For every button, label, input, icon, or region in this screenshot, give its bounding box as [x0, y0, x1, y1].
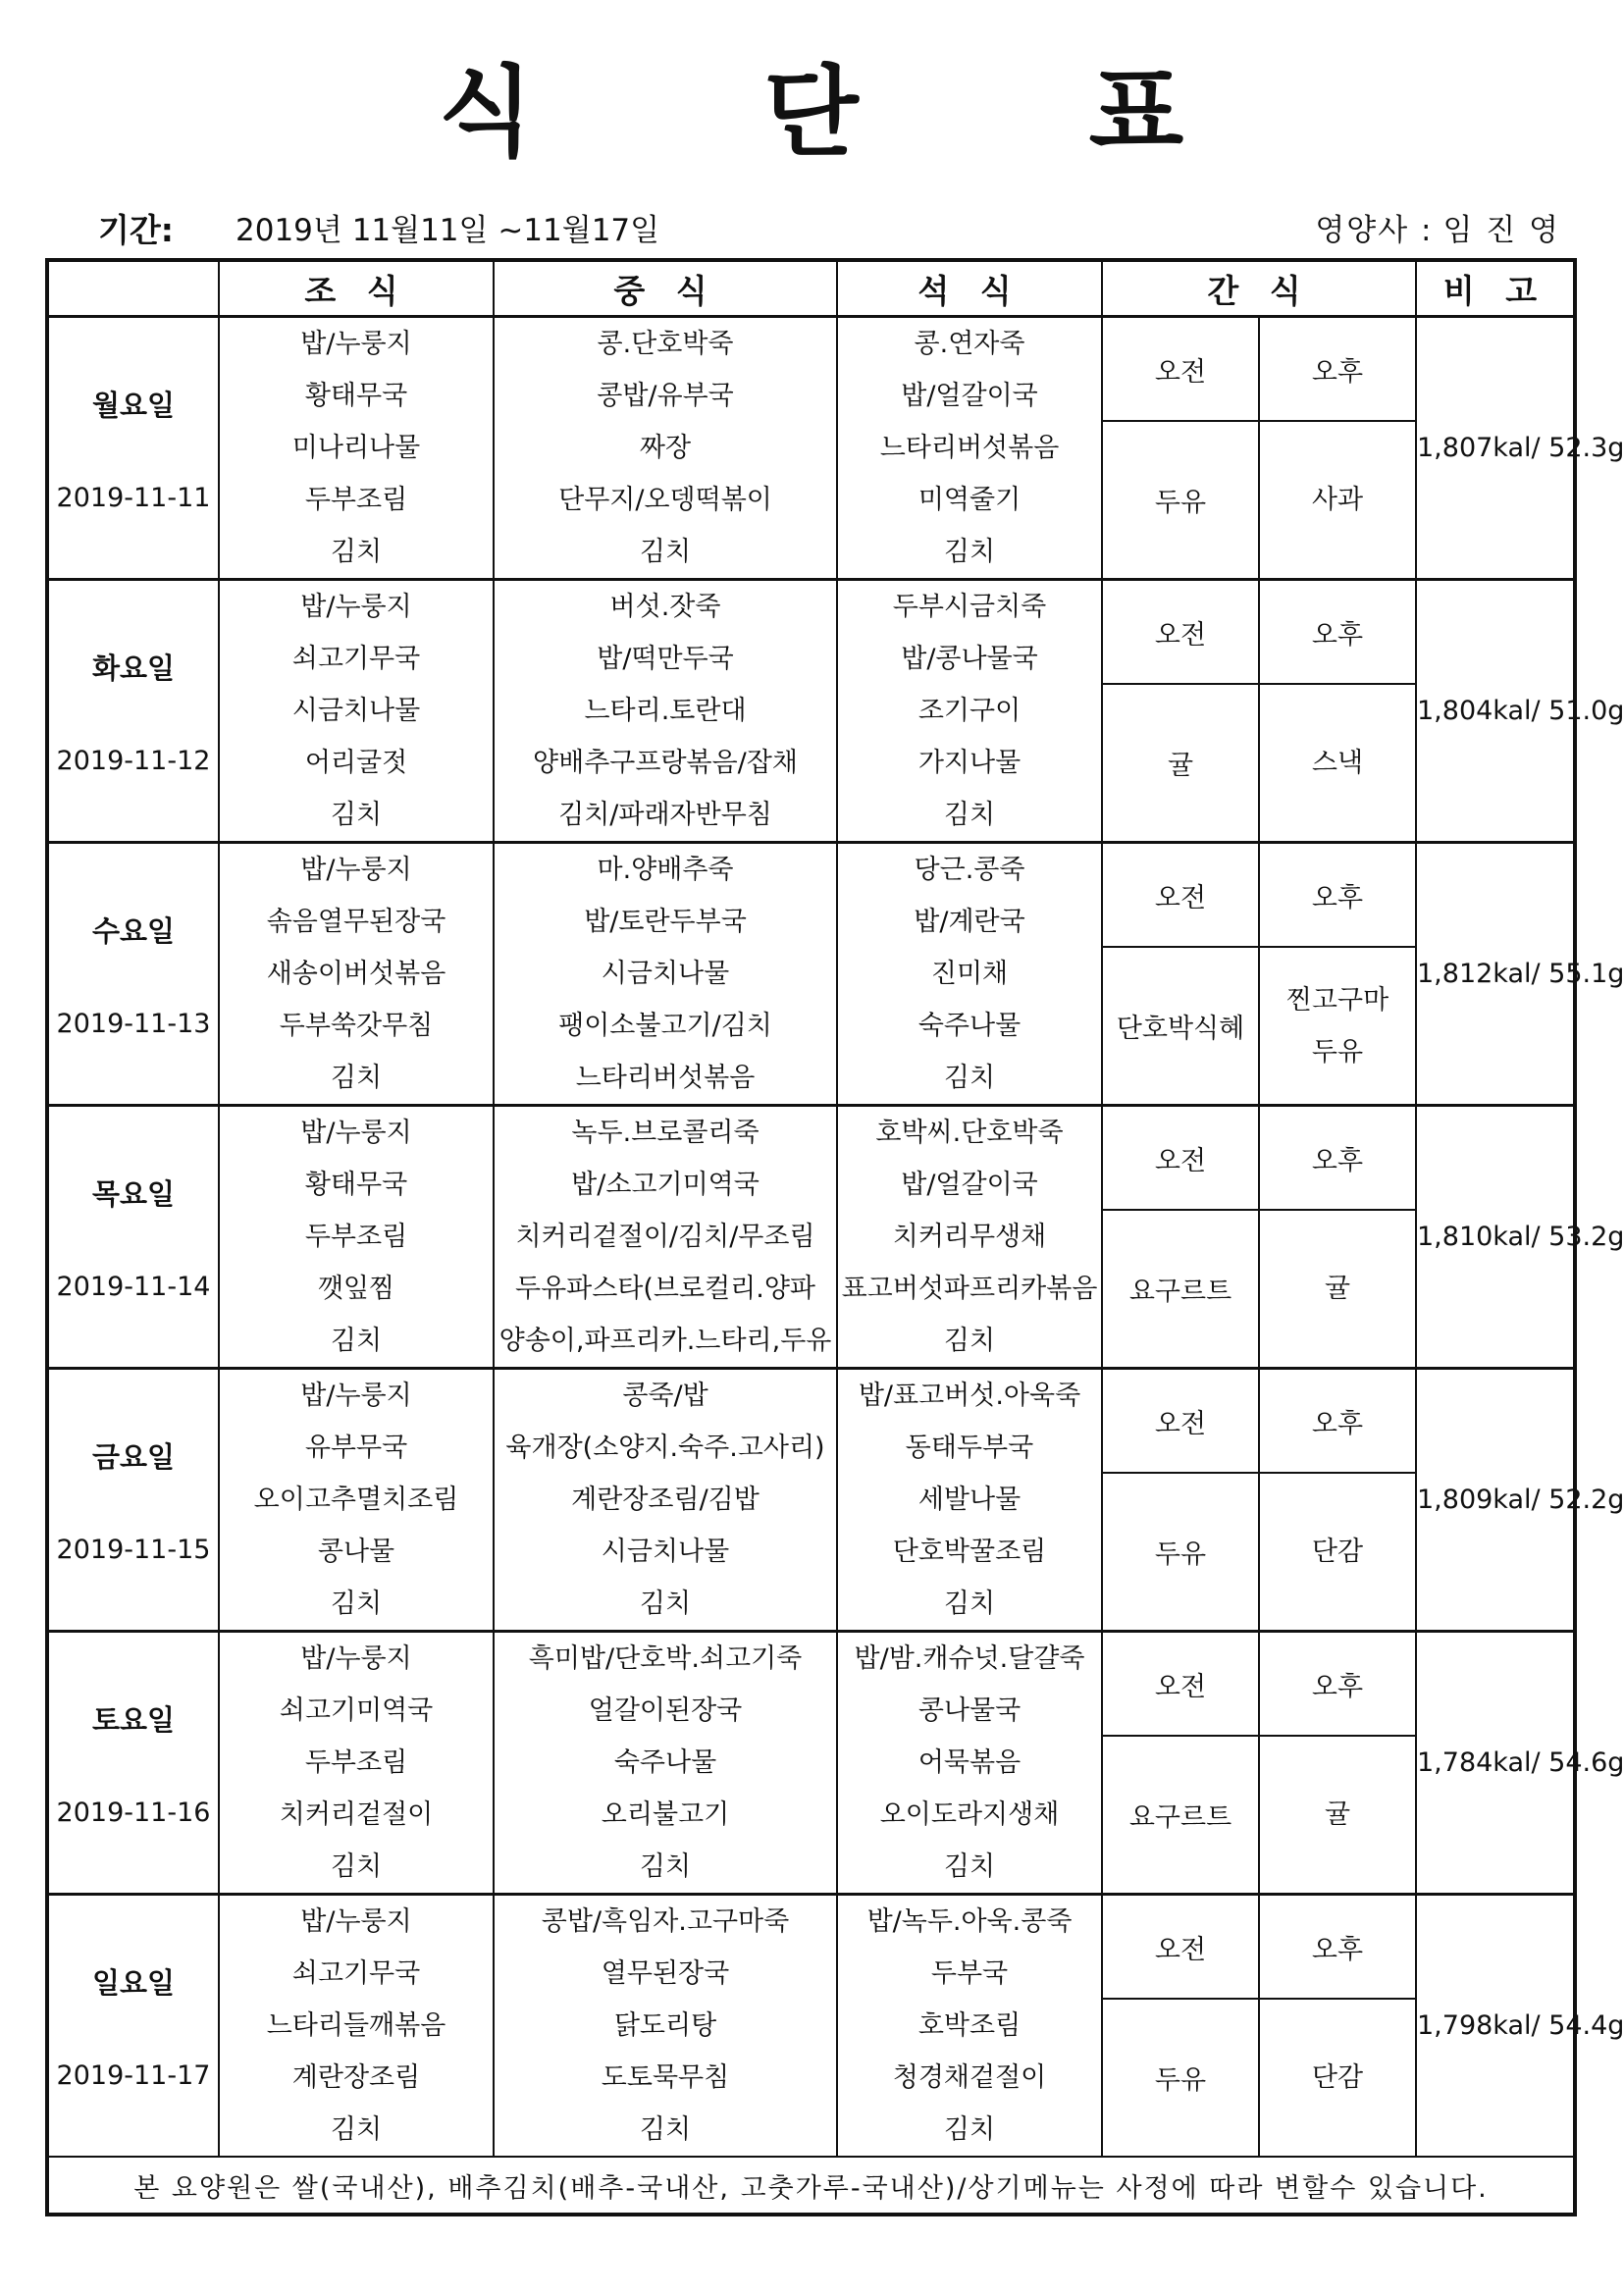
lunch-cell	[494, 1632, 837, 1895]
snack-pm-item: 단감	[1311, 1537, 1364, 1568]
footnote: 본 요양원은 쌀(국내산), 배추김치(배추-국내산, 고춧가루-국내산)/상기메뉴는 사정에 따라 변할수 있습니다.	[47, 2157, 1575, 2215]
dinner-item: 밥/표고버섯.아욱죽	[858, 1381, 1081, 1411]
breakfast-item: 두부조림	[304, 1747, 408, 1778]
dinner-item: 두부시금치죽	[892, 592, 1047, 622]
breakfast-cell	[219, 1369, 494, 1632]
lunch-cell	[494, 843, 837, 1106]
lunch-item: 밥/소고기미역국	[571, 1170, 760, 1200]
day-name: 월요일	[91, 388, 176, 422]
dinner-cell	[837, 580, 1102, 843]
snack-pm-label: 오후	[1259, 1106, 1416, 1211]
breakfast-item: 쇠고기무국	[291, 644, 421, 674]
lunch-item: 닭도리탕	[613, 2010, 717, 2041]
day-row	[47, 1369, 1575, 1474]
snack-pm-cell	[1259, 1473, 1416, 1631]
dinner-item: 김치	[943, 537, 996, 567]
snack-pm-item: 귤	[1324, 1274, 1351, 1305]
dinner-item: 당근.콩죽	[914, 855, 1025, 885]
header-lunch: 중 식	[494, 260, 837, 317]
lunch-item: 양배추구프랑볶음/잡채	[533, 748, 798, 778]
breakfast-item: 쇠고기미역국	[279, 1695, 434, 1726]
breakfast-item: 황태무국	[304, 1170, 408, 1200]
day-name: 수요일	[91, 913, 176, 948]
snack-pm-cell	[1259, 947, 1416, 1105]
lunch-item: 흑미밥/단호박.쇠고기죽	[528, 1643, 803, 1674]
lunch-item: 양송이,파프리카.느타리,두유	[498, 1326, 832, 1356]
dinner-cell	[837, 1895, 1102, 2158]
day-date: 2019-11-12	[56, 745, 211, 776]
snack-am-label: 오전	[1102, 1632, 1259, 1737]
lunch-item: 콩죽/밥	[622, 1381, 708, 1411]
breakfast-item: 김치	[330, 800, 383, 830]
dinner-item: 어묵볶음	[917, 1747, 1022, 1778]
lunch-item: 짜장	[639, 433, 692, 463]
dietitian-name: 임 진 영	[1442, 213, 1560, 248]
snack-pm-item: 찐고구마	[1285, 984, 1389, 1016]
lunch-item: 숙주나물	[613, 1747, 717, 1778]
menu-body	[47, 317, 1624, 2158]
breakfast-item: 유부무국	[304, 1433, 408, 1463]
dinner-item: 세발나물	[917, 1485, 1022, 1515]
breakfast-cell	[219, 317, 494, 580]
dinner-item: 밥/녹두.아욱.콩죽	[866, 1906, 1073, 1937]
dinner-item: 김치	[943, 2114, 996, 2145]
dinner-item: 느타리버섯볶음	[879, 433, 1060, 463]
lunch-item: 팽이소불고기/김치	[558, 1011, 772, 1041]
snack-am-item: 단호박식혜	[1102, 947, 1259, 1105]
lunch-item: 콩밥/유부국	[597, 381, 734, 411]
day-row	[47, 1106, 1575, 1211]
breakfast-item: 밥/누룽지	[300, 1906, 412, 1937]
day-date: 2019-11-13	[56, 1008, 211, 1039]
breakfast-cell	[219, 843, 494, 1106]
lunch-item: 김치/파래자반무침	[558, 800, 772, 830]
lunch-item: 콩.단호박죽	[597, 329, 734, 359]
dinner-item: 숙주나물	[917, 1011, 1022, 1041]
breakfast-item: 두부조림	[304, 485, 408, 515]
snack-pm-label: 오후	[1259, 317, 1416, 422]
breakfast-item: 오이고추멸치조림	[253, 1485, 459, 1515]
lunch-item: 육개장(소양지.숙주.고사리)	[505, 1433, 825, 1463]
dinner-item: 호박씨.단호박죽	[875, 1118, 1064, 1148]
day-date: 2019-11-11	[56, 482, 211, 513]
snack-am-label: 오전	[1102, 1895, 1259, 2000]
snack-am-item: 요구르트	[1102, 1210, 1259, 1368]
breakfast-item: 어리굴젓	[304, 748, 408, 778]
dinner-cell	[837, 843, 1102, 1106]
day-date: 2019-11-17	[56, 2059, 211, 2091]
dinner-item: 청경채겉절이	[892, 2062, 1047, 2093]
snack-pm-label: 오후	[1259, 1632, 1416, 1737]
header-row	[47, 260, 1575, 317]
dinner-item: 김치	[943, 1851, 996, 1882]
breakfast-item: 밥/누룽지	[300, 1381, 412, 1411]
breakfast-item: 밥/누룽지	[300, 329, 412, 359]
lunch-item: 시금치나물	[601, 1537, 730, 1567]
nutrition-note: 1,807kal/ 52.3g	[1416, 317, 1575, 580]
day-cell	[47, 1106, 219, 1369]
lunch-item: 김치	[639, 537, 692, 567]
breakfast-item: 느타리들깨볶음	[266, 2010, 446, 2041]
dinner-item: 조기구이	[917, 696, 1022, 726]
snack-pm-item-2: 두유	[1311, 1036, 1364, 1068]
day-cell	[47, 1369, 219, 1632]
dietitian	[1305, 206, 1560, 255]
breakfast-item: 두부조림	[304, 1222, 408, 1252]
lunch-item: 열무된장국	[601, 1958, 730, 1989]
breakfast-item: 솎음열무된장국	[266, 907, 446, 937]
day-cell	[47, 843, 219, 1106]
nutrition-note: 1,798kal/ 54.4g	[1416, 1895, 1575, 2158]
breakfast-item: 김치	[330, 1589, 383, 1619]
day-cell	[47, 580, 219, 843]
dinner-item: 치커리무생채	[892, 1222, 1047, 1252]
lunch-item: 콩밥/흑임자.고구마죽	[541, 1906, 790, 1937]
dinner-item: 콩나물국	[917, 1695, 1022, 1726]
lunch-item: 단무지/오뎅떡볶이	[558, 485, 772, 515]
header-breakfast: 조 식	[219, 260, 494, 317]
dinner-item: 김치	[943, 800, 996, 830]
breakfast-item: 밥/누룽지	[300, 592, 412, 622]
nutrition-note: 1,810kal/ 53.2g	[1416, 1106, 1575, 1369]
dinner-item: 밥/얼갈이국	[901, 1170, 1038, 1200]
breakfast-item: 깻잎찜	[317, 1274, 395, 1304]
lunch-item: 김치	[639, 2114, 692, 2145]
snack-am-item: 두유	[1102, 1999, 1259, 2157]
day-cell	[47, 1895, 219, 2158]
lunch-item: 계란장조림/김밥	[571, 1485, 760, 1515]
lunch-item: 밥/떡만두국	[597, 644, 734, 674]
snack-am-label: 오전	[1102, 1106, 1259, 1211]
lunch-item: 버섯.잣죽	[609, 592, 721, 622]
header-dinner: 석 식	[837, 260, 1102, 317]
breakfast-item: 김치	[330, 1326, 383, 1356]
lunch-item: 오리불고기	[601, 1799, 730, 1830]
day-row	[47, 580, 1575, 685]
day-name: 목요일	[91, 1176, 176, 1211]
lunch-item: 느타리.토란대	[584, 696, 747, 726]
lunch-cell	[494, 1106, 837, 1369]
snack-pm-item: 귤	[1324, 1799, 1351, 1831]
breakfast-item: 콩나물	[317, 1537, 395, 1567]
day-cell	[47, 317, 219, 580]
nutrition-note: 1,804kal/ 51.0g	[1416, 580, 1575, 843]
snack-pm-item: 단감	[1311, 2062, 1364, 2094]
snack-pm-cell	[1259, 1999, 1416, 2157]
dinner-cell	[837, 1632, 1102, 1895]
lunch-cell	[494, 1895, 837, 2158]
dinner-item: 김치	[943, 1589, 996, 1619]
breakfast-item: 두부쑥갓무침	[279, 1011, 434, 1041]
dinner-item: 밥/콩나물국	[901, 644, 1038, 674]
breakfast-cell	[219, 1106, 494, 1369]
nutrition-note: 1,812kal/ 55.1g	[1416, 843, 1575, 1106]
day-row	[47, 1632, 1575, 1737]
lunch-cell	[494, 317, 837, 580]
snack-am-label: 오전	[1102, 843, 1259, 948]
day-name: 화요일	[91, 651, 176, 685]
dinner-item: 김치	[943, 1326, 996, 1356]
snack-pm-cell	[1259, 1736, 1416, 1894]
breakfast-item: 계란장조림	[291, 2062, 421, 2093]
breakfast-cell	[219, 1632, 494, 1895]
snack-pm-item: 스낵	[1311, 748, 1364, 779]
snack-am-item: 요구르트	[1102, 1736, 1259, 1894]
breakfast-item: 김치	[330, 537, 383, 567]
dinner-item: 단호박꿀조림	[892, 1537, 1047, 1567]
dinner-item: 오이도라지생채	[879, 1799, 1060, 1830]
lunch-item: 도토묵무침	[601, 2062, 730, 2093]
dinner-cell	[837, 317, 1102, 580]
dinner-item: 밥/얼갈이국	[901, 381, 1038, 411]
dietitian-label: 영양사 :	[1315, 213, 1434, 248]
dinner-item: 밥/밤.캐슈넛.달걀죽	[854, 1643, 1085, 1674]
day-row	[47, 1895, 1575, 2000]
dinner-item: 가지나물	[917, 748, 1022, 778]
menu-table	[45, 258, 1624, 2216]
lunch-item: 느타리버섯볶음	[575, 1063, 756, 1093]
snack-am-label: 오전	[1102, 317, 1259, 422]
breakfast-item: 밥/누룽지	[300, 1118, 412, 1148]
breakfast-cell	[219, 1895, 494, 2158]
snack-pm-label: 오후	[1259, 580, 1416, 685]
breakfast-item: 밥/누룽지	[300, 855, 412, 885]
snack-pm-label: 오후	[1259, 1895, 1416, 2000]
breakfast-item: 쇠고기무국	[291, 1958, 421, 1989]
lunch-cell	[494, 580, 837, 843]
dinner-item: 동태두부국	[905, 1433, 1034, 1463]
footnote-row	[47, 2157, 1575, 2215]
breakfast-item: 새송이버섯볶음	[266, 959, 446, 989]
header-snack: 간 식	[1102, 260, 1416, 317]
lunch-item: 시금치나물	[601, 959, 730, 989]
day-date: 2019-11-16	[56, 1797, 211, 1828]
day-row	[47, 317, 1575, 422]
snack-am-item: 귤	[1102, 684, 1259, 842]
snack-am-item: 두유	[1102, 1473, 1259, 1631]
lunch-cell	[494, 1369, 837, 1632]
dinner-item: 진미채	[930, 959, 1009, 989]
day-cell	[47, 1632, 219, 1895]
dinner-item: 콩.연자죽	[914, 329, 1025, 359]
dinner-item: 두부국	[930, 1958, 1009, 1989]
snack-pm-label: 오후	[1259, 1369, 1416, 1474]
dinner-cell	[837, 1369, 1102, 1632]
breakfast-item: 김치	[330, 1063, 383, 1093]
dinner-item: 미역줄기	[917, 485, 1022, 515]
dinner-item: 밥/계란국	[914, 907, 1025, 937]
nutrition-note: 1,784kal/ 54.6g	[1416, 1632, 1575, 1895]
lunch-item: 마.양배추죽	[597, 855, 734, 885]
header-day	[47, 260, 219, 317]
snack-pm-cell	[1259, 684, 1416, 842]
snack-am-label: 오전	[1102, 1369, 1259, 1474]
snack-pm-cell	[1259, 1210, 1416, 1368]
breakfast-item: 밥/누룽지	[300, 1643, 412, 1674]
day-name: 금요일	[91, 1439, 176, 1474]
period-label: 기간:	[98, 211, 174, 249]
lunch-item: 두유파스타(브로컬리.양파	[514, 1274, 816, 1304]
lunch-item: 치커리겉절이/김치/무조림	[515, 1222, 815, 1252]
snack-pm-item: 사과	[1311, 485, 1364, 516]
lunch-item: 밥/토란두부국	[584, 907, 747, 937]
snack-pm-label: 오후	[1259, 843, 1416, 948]
day-name: 토요일	[91, 1702, 176, 1737]
lunch-item: 김치	[639, 1851, 692, 1882]
lunch-item: 얼갈이된장국	[588, 1695, 743, 1726]
snack-am-item: 두유	[1102, 421, 1259, 579]
breakfast-item: 시금치나물	[291, 696, 421, 726]
dinner-item: 호박조림	[917, 2010, 1022, 2041]
page-title: 식 단 표	[438, 55, 1283, 170]
menu-meta	[98, 206, 1560, 255]
header-note: 비 고	[1416, 260, 1575, 317]
lunch-item: 녹두.브로콜리죽	[571, 1118, 760, 1148]
breakfast-item: 치커리겉절이	[279, 1799, 434, 1830]
day-date: 2019-11-14	[56, 1271, 211, 1302]
snack-am-label: 오전	[1102, 580, 1259, 685]
dinner-item: 김치	[943, 1063, 996, 1093]
breakfast-item: 김치	[330, 1851, 383, 1882]
breakfast-cell	[219, 580, 494, 843]
day-name: 일요일	[91, 1965, 176, 2000]
day-date: 2019-11-15	[56, 1534, 211, 1565]
dinner-item: 표고버섯파프리카볶음	[841, 1274, 1098, 1304]
breakfast-item: 김치	[330, 2114, 383, 2145]
day-row	[47, 843, 1575, 948]
breakfast-item: 미나리나물	[291, 433, 421, 463]
nutrition-note: 1,809kal/ 52.2g	[1416, 1369, 1575, 1632]
lunch-item: 김치	[639, 1589, 692, 1619]
period-value: 2019년 11월11일 ~11월17일	[236, 213, 660, 248]
snack-pm-cell	[1259, 421, 1416, 579]
dinner-cell	[837, 1106, 1102, 1369]
breakfast-item: 황태무국	[304, 381, 408, 411]
